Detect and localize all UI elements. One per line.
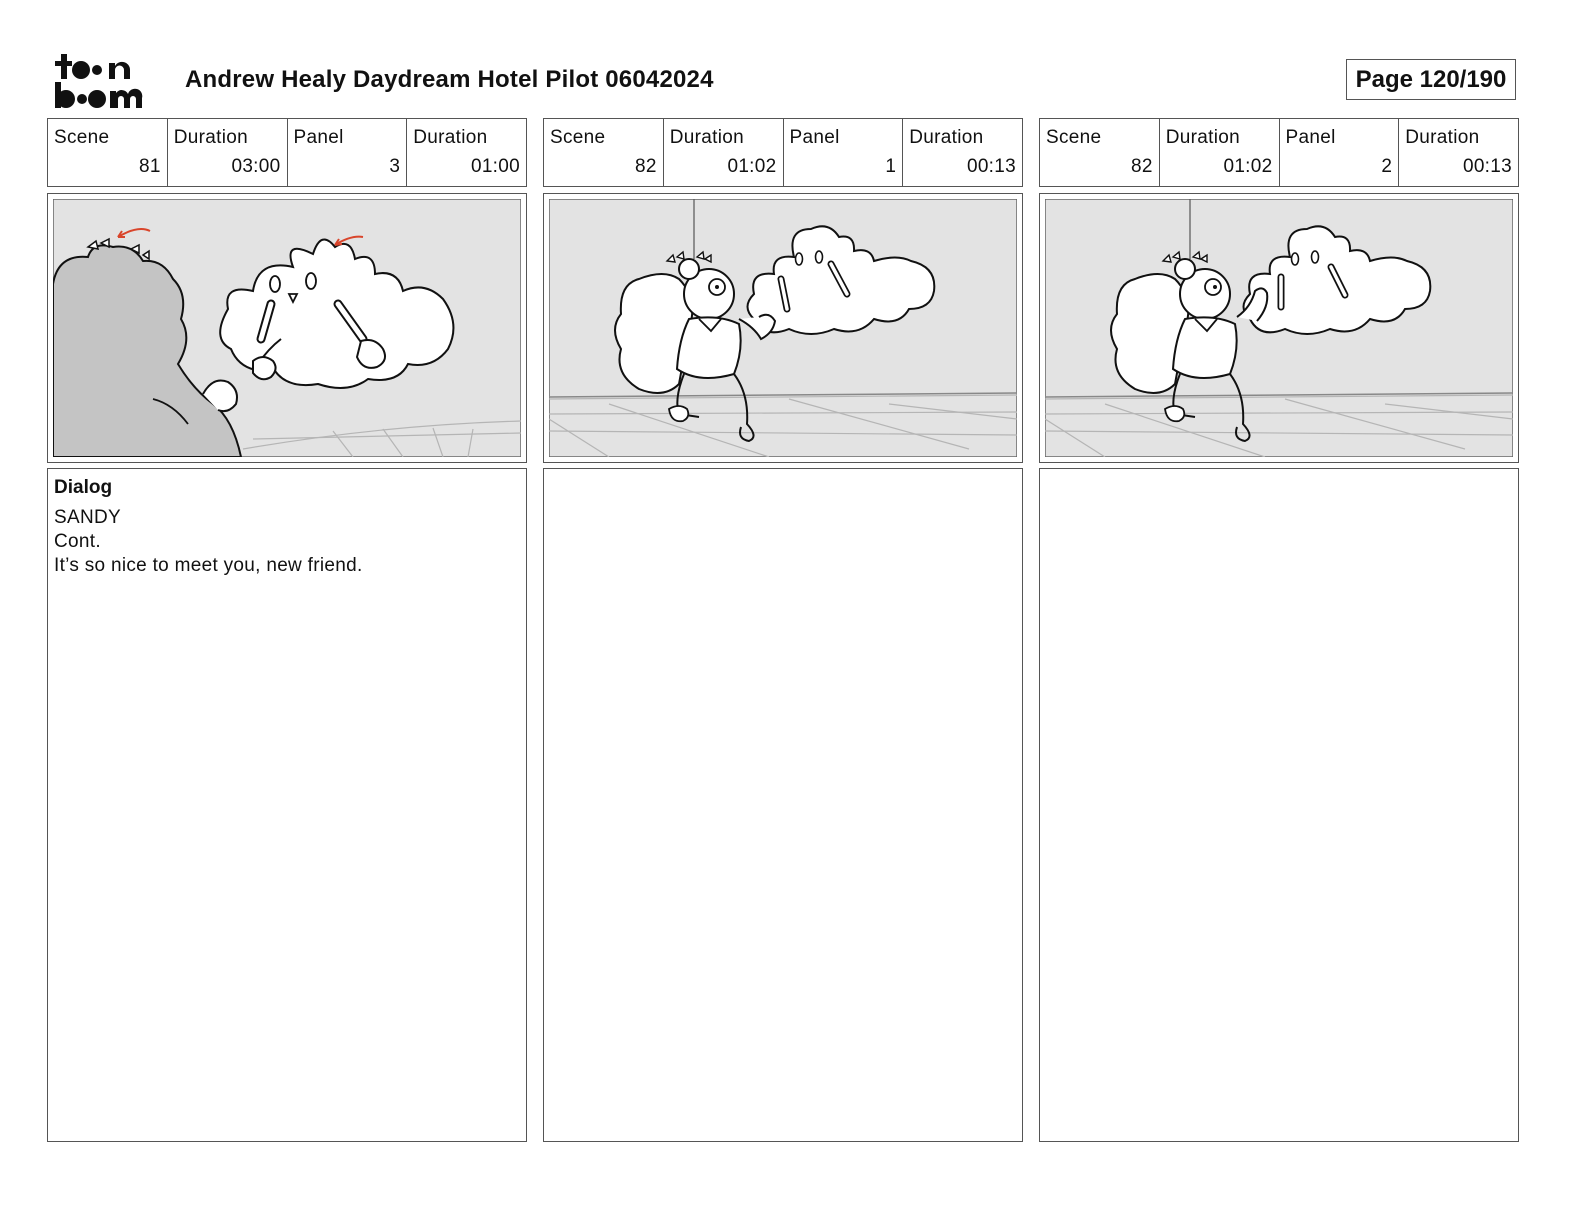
scene-value: 82: [635, 156, 657, 177]
dialog-speaker: SANDY: [54, 507, 121, 528]
document-title: Andrew Healy Daydream Hotel Pilot 06042024: [185, 66, 714, 93]
scene-cell: [544, 119, 664, 186]
panel-info-bar: [47, 118, 527, 187]
scene-label: Scene: [54, 127, 110, 148]
dialog-extension: Cont.: [54, 531, 101, 552]
sketch-sandy-with-cloud-wide: [549, 199, 1017, 457]
panel-value: 2: [1381, 156, 1393, 177]
panel-duration-value: 00:13: [966, 156, 1016, 177]
panel-duration-cell: [903, 119, 1022, 186]
scene-duration-cell: [664, 119, 784, 186]
scene-duration-value: 01:02: [1223, 156, 1273, 177]
scene-value: 81: [139, 156, 161, 177]
scene-label: Scene: [550, 127, 606, 148]
scene-duration-value: 01:02: [727, 156, 777, 177]
scene-label: Scene: [1046, 127, 1102, 148]
storyboard-frame: [1039, 193, 1519, 463]
scene-duration-cell: [1160, 119, 1280, 186]
dialog-line: It’s so nice to meet you, new friend.: [54, 555, 363, 576]
scene-duration-value: 03:00: [231, 156, 281, 177]
dialog-heading: Dialog: [54, 477, 113, 498]
notes-area: [1039, 468, 1519, 1142]
panel-duration-cell: [1399, 119, 1518, 186]
panel-info-bar: [1039, 118, 1519, 187]
duration-label: Duration: [413, 127, 488, 148]
scene-duration-cell: [168, 119, 288, 186]
panel-info-bar: [543, 118, 1023, 187]
notes-area: [543, 468, 1023, 1142]
scene-cell: [1040, 119, 1160, 186]
storyboard-frame: [47, 193, 527, 463]
panel-cell: [784, 119, 904, 186]
scene-value: 82: [1131, 156, 1153, 177]
duration-label: Duration: [1165, 127, 1240, 148]
duration-label: Duration: [669, 127, 744, 148]
sketch-sandy-and-cloud-closeup: [53, 199, 521, 457]
storyboard-frame: [543, 193, 1023, 463]
duration-label: Duration: [909, 127, 984, 148]
panel-value: 1: [885, 156, 897, 177]
panel-duration-value: 01:00: [470, 156, 520, 177]
panel-duration-value: 00:13: [1462, 156, 1512, 177]
scene-cell: [48, 119, 168, 186]
panel-cell: [288, 119, 408, 186]
duration-label: Duration: [1405, 127, 1480, 148]
panel-duration-cell: [407, 119, 526, 186]
panel-value: 3: [389, 156, 401, 177]
page-number: Page 120/190: [1346, 59, 1516, 100]
panel-label: Panel: [293, 127, 344, 148]
panel-label: Panel: [1285, 127, 1336, 148]
panel-cell: [1280, 119, 1400, 186]
notes-area: [47, 468, 527, 1142]
sketch-sandy-with-cloud-wide-alt: [1045, 199, 1513, 457]
toonboom-logo: [52, 52, 164, 110]
duration-label: Duration: [173, 127, 248, 148]
panel-label: Panel: [789, 127, 840, 148]
